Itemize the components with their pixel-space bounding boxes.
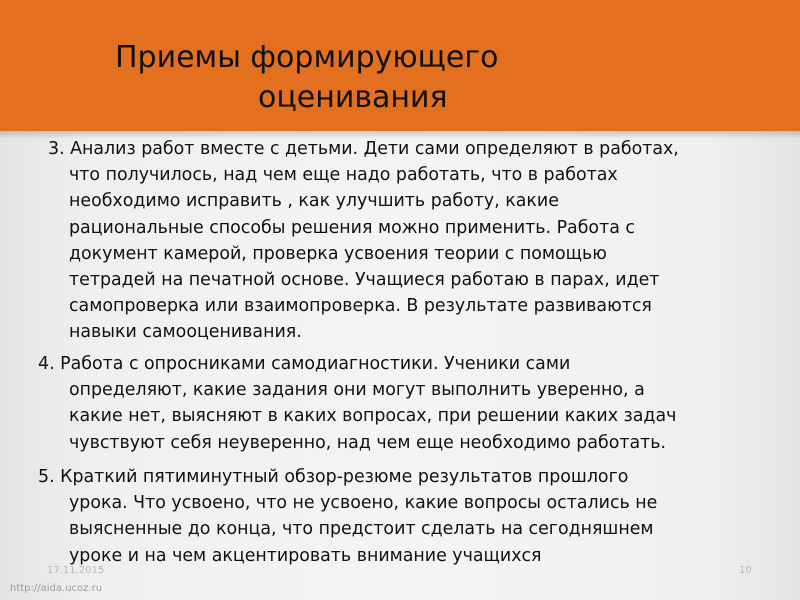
list-item-3-line-7: самопроверка или взаимопроверка. В результате развиваются	[69, 296, 652, 317]
watermark-url: http://aida.ucoz.ru	[10, 583, 103, 594]
footer-date: 17.11.2015	[47, 565, 105, 576]
slide-title-line-2: оценивания	[258, 80, 448, 115]
list-item-4-line-2: определяют, какие задания они могут выполнить уверенно, а	[69, 380, 645, 401]
list-item-5-line-2: урока. Что усвоено, что не усвоено, какие вопросы остались не	[69, 493, 658, 514]
list-item-3-line-4: рациональные способы решения можно применить. Работа с	[69, 217, 635, 238]
list-item-5-line-1	[38, 464, 657, 490]
list-item-4-line-3: какие нет, выясняют в каких вопросах, при решении каких задач	[69, 406, 677, 427]
list-item-3-number: 3.	[48, 139, 65, 159]
list-item-4-line-4: чувствуют себя неуверенно, над чем еще необходимо работать.	[69, 432, 667, 453]
list-item-5-text-1: Краткий пятиминутный обзор-резюме результатов прошлого	[60, 467, 629, 487]
list-item-3-line-3: необходимо исправить , как улучшить работу, какие	[69, 191, 559, 212]
list-item-5-line-4: уроке и на чем акцентировать внимание учащихся	[69, 545, 542, 566]
slide-title	[0, 38, 800, 118]
footer-page-number: 10	[739, 565, 752, 576]
list-item-3	[48, 136, 679, 346]
list-item-5	[38, 464, 657, 569]
list-item-4-line-1	[38, 351, 676, 377]
list-item-3-line-5: документ камерой, проверка усвоения теории с помощью	[69, 243, 607, 264]
list-item-5-line-3: выясненные до конца, что предстоит сделать на сегодняшнем	[69, 519, 654, 540]
list-item-5-number: 5.	[38, 467, 55, 487]
list-item-4-text-1: Работа с опросниками самодиагностики. Ученики сами	[60, 354, 571, 374]
list-item-4-number: 4.	[38, 354, 55, 374]
list-item-3-line-6: тетрадей на печатной основе. Учащиеся работаю в парах, идет	[69, 270, 660, 291]
list-item-3-line-8: навыки самооценивания.	[69, 322, 302, 343]
list-item-3-line-1	[48, 136, 679, 162]
slide-title-line-1: Приемы формирующего	[115, 40, 499, 75]
list-item-4	[38, 351, 676, 456]
list-item-3-line-2: что получилось, над чем еще надо работать, что в работах	[69, 165, 618, 186]
list-item-3-text-1: Анализ работ вместе с детьми. Дети сами определяют в работах,	[70, 139, 679, 159]
